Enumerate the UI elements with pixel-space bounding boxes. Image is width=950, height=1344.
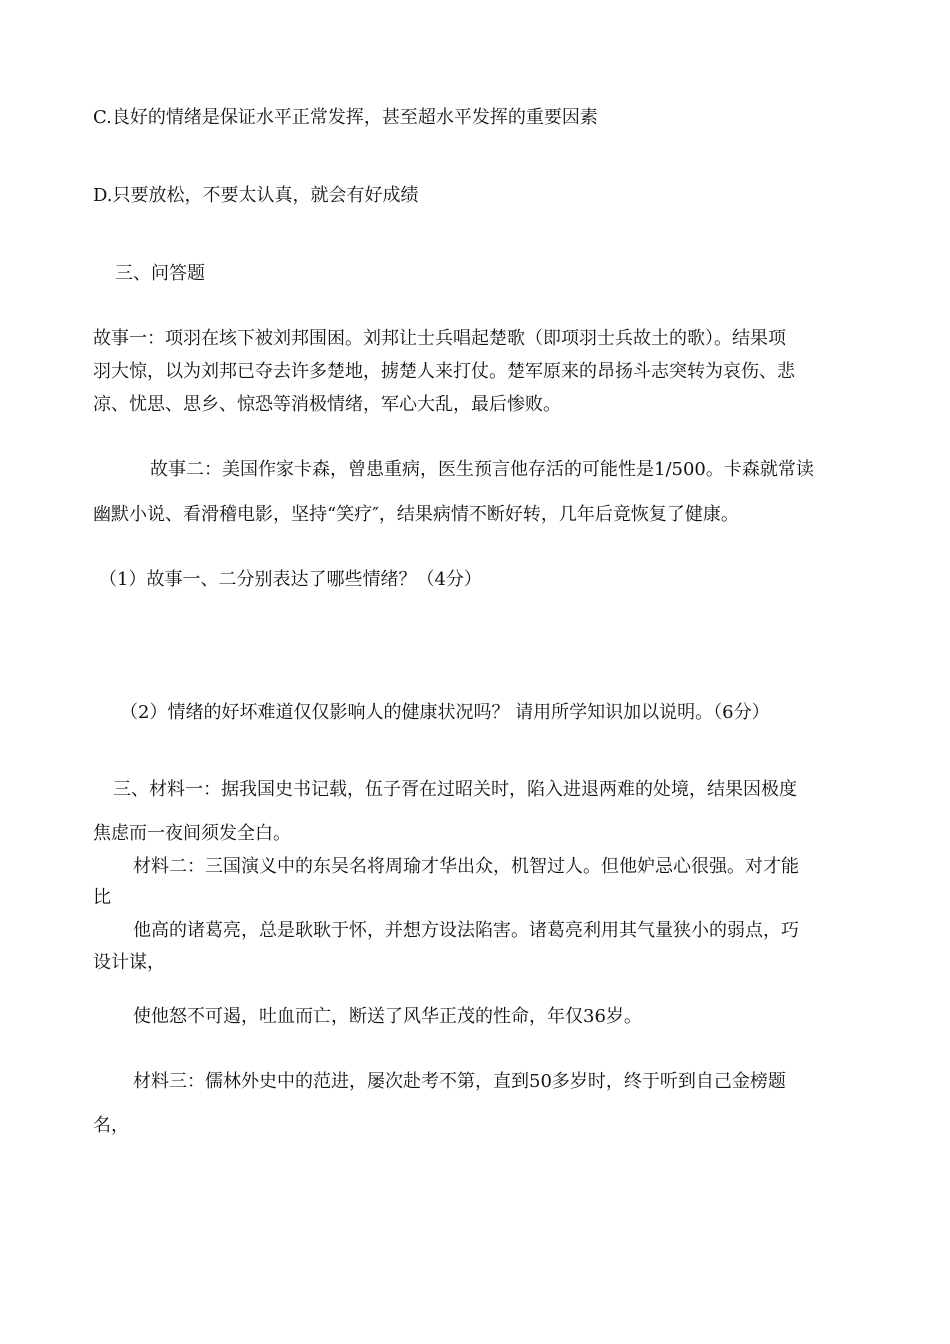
material-2-line: 使他怒不可遏，吐血而亡，断送了风华正茂的性命，年仅36岁。 — [133, 1006, 642, 1027]
story2-line: 幽默小说、看滑稽电影，坚持“笑疗″，结果病情不断好转，几年后竟恢复了健康。 — [93, 504, 739, 525]
material-3-line: 名， — [93, 1115, 129, 1136]
material-2-line: 比 — [93, 887, 111, 908]
story1-line: 羽大惊，以为刘邦已夺去许多楚地，掳楚人来打仗。楚军原来的昂扬斗志突转为哀伤、悲 — [93, 361, 795, 382]
story1-line: 凉、忧思、思乡、惊恐等消极情绪，军心大乱，最后惨败。 — [93, 394, 561, 415]
material-2-line: 材料二：三国演义中的东吴名将周瑜才华出众，机智过人。但他妒忌心很强。对才能 — [133, 856, 799, 877]
option-c: C.良好的情绪是保证水平正常发挥，甚至超水平发挥的重要因素 — [93, 107, 598, 128]
material-3-line: 材料三：儒林外史中的范进，屡次赴考不第，直到50多岁时，终于听到自己金榜题 — [133, 1071, 786, 1092]
question-2: （2）情绪的好坏难道仅仅影响人的健康状况吗？ 请用所学知识加以说明。（6分） — [120, 702, 770, 723]
story1-line: 故事一：项羽在垓下被刘邦围困。刘邦让士兵唱起楚歌（即项羽士兵故土的歌）。结果项 — [93, 328, 786, 349]
material-2-line: 他高的诸葛亮，总是耿耿于怀，并想方设法陷害。诸葛亮利用其气量狭小的弱点，巧 — [133, 920, 799, 941]
option-d: D.只要放松，不要太认真，就会有好成绩 — [93, 185, 419, 206]
material-2-line: 设计谋， — [93, 952, 165, 973]
material-1-line: 三、材料一：据我国史书记载，伍子胥在过昭关时，陷入进退两难的处境，结果因极度 — [113, 779, 797, 800]
section-heading-qa: 三、问答题 — [115, 263, 205, 284]
story2-line: 故事二：美国作家卡森，曾患重病，医生预言他存活的可能性是1/500。卡森就常读 — [150, 459, 814, 480]
question-1: （1）故事一、二分别表达了哪些情绪？（4分） — [99, 569, 482, 590]
material-1-line: 焦虑而一夜间须发全白。 — [93, 823, 291, 844]
